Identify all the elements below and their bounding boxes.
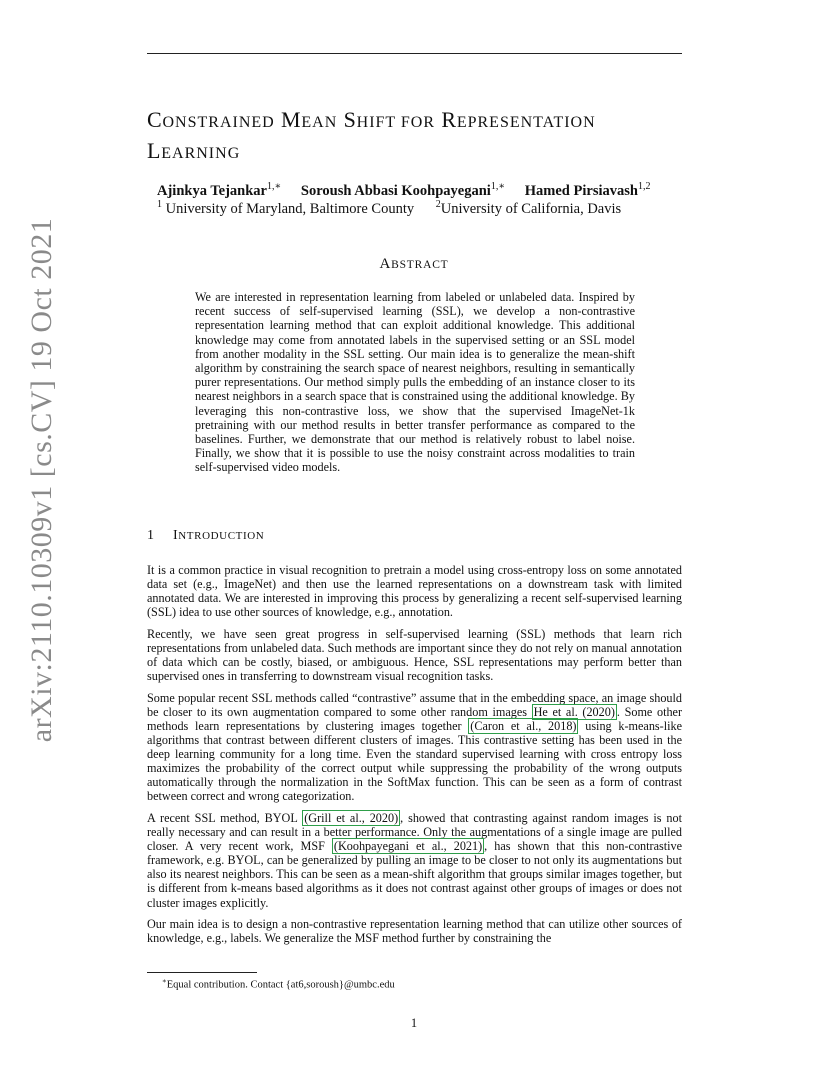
citation-link[interactable]: (Koohpayegani et al., 2021)	[333, 839, 483, 854]
footnote-rule	[147, 972, 257, 973]
citation-link[interactable]: He et al. (2020)	[533, 704, 615, 719]
author-name: Ajinkya Tejankar	[157, 182, 267, 199]
paragraph: Some popular recent SSL methods called “contrastive” assume that in the embedding space, an image should be closer to its own augmentation compared to some other random images He et al. (2020) . Some other methods learn representations by clustering images together (Caron et al., 2018) using k-means-like algorithms that contrast between different clusters of images. This contrastive setting has been used in the deep learning community for a long time. Even the standard supervised learning with cross entropy loss maximizes the probability of the correct output while suppressing the probability of the wrong outputs automatically through the normalization in the SoftMax function. This can be seen as a form of contrast between correct and wrong categorization.	[147, 690, 683, 804]
paragraph: It is a common practice in visual recognition to pretrain a model using cross-entropy loss on some annotated data set (e.g., ImageNet) and then use the learned representations on a downstream task with limited annotated data. We are interested in improving this process by generalizing a recent self-supervised learning (SSL) idea to use other sources of knowledge, e.g., annotation.	[147, 563, 682, 620]
affiliations: $^1$ University of Maryland, Baltimore County $^2$University of California, Davis	[157, 199, 622, 217]
author-name: Soroush Abbasi Koohpayegani	[300, 182, 491, 199]
paragraph: Our main idea is to design a non-contrastive representation learning method that can utilize other sources of knowledge, e.g., labels. We generalize the MSF method further by constraining the	[147, 917, 682, 946]
affiliation-name: University of California, Davis	[440, 200, 622, 217]
introduction-body	[147, 563, 682, 953]
footnote: ∗Equal contribution. Contact {at6,soroush}@umbc.edu	[162, 977, 395, 991]
affiliation-name: University of Maryland, Baltimore County	[165, 200, 415, 217]
paper-title: CONSTRAINED MEAN SHIFT FOR REPRESENTATION LEARNING	[147, 107, 596, 163]
citation-link[interactable]: (Grill et al., 2020)	[304, 811, 399, 825]
paragraph: Recently, we have seen great progress in self-supervised learning (SSL) methods that learn rich representations from unlabeled data. Such methods are important since they do not rely on manual annotation of data which can be costly, biased, or ambiguous. Hence, SSL representations may perform better than supervised ones in transferring to downstream visual recognition tasks.	[147, 626, 682, 684]
author-marks: 1,2	[637, 181, 651, 192]
author-marks: 1,∗	[267, 181, 282, 192]
top-rule	[147, 53, 682, 54]
abstract-heading: ABSTRACT	[379, 256, 449, 272]
author-marks: 1,∗	[490, 181, 506, 192]
author-name: Hamed Pirsiavash	[524, 182, 638, 199]
abstract-text: We are interested in representation learning from labeled or unlabeled data. Inspired by recent success of self-supervised learning (SSL), we develop a non-contrastive representation learning method that can exploit additional knowledge. This additional knowledge may come from annotated labels in the supervised setting or an SSL model from another modality in the SSL setting. Our main idea is to generalize the mean-shift algorithm by constraining the search space of nearest neighbors, resulting in semantically purer representations. Our method simply pulls the embedding of an instance closer to its nearest neighbors in a search space that is constrained using the additional knowledge. By leveraging this non-contrastive loss, we show that the supervised ImageNet-1k pretraining with our method results in better transfer performance as compared to the baselines. Further, we demonstrate that our method is relatively robust to label noise. Finally, we show that it is possible to use the noisy constraint across modalities to train self-supervised video models.	[195, 290, 635, 475]
citation-link[interactable]: (Caron et al., 2018)	[470, 718, 577, 733]
page-number: 1	[410, 1016, 418, 1030]
arxiv-stamp: arXiv:2110.10309v1 [cs.CV] 19 Oct 2021	[25, 217, 58, 743]
section-heading-introduction: 1 INTRODUCTION	[147, 528, 265, 543]
author-list	[157, 181, 697, 200]
paragraph: A recent SSL method, BYOL (Grill et al., 2020) , showed that contrasting against random images is not really necessary and can result in a better performance. Only the augmentations of a single image are pulled closer. A very recent work, MSF (Koohpayegani et al., 2021) , has shown that this non-contrastive framework, e.g. BYOL, can be generalized by pulling an image to be closer to not only its augmentations but also its nearest neighbors. This can be seen as a mean-shift algorithm that groups similar images together, but is different from k-means based algorithms as it does not contrast against other groups of images or does not cluster images explicitly.	[147, 811, 683, 910]
